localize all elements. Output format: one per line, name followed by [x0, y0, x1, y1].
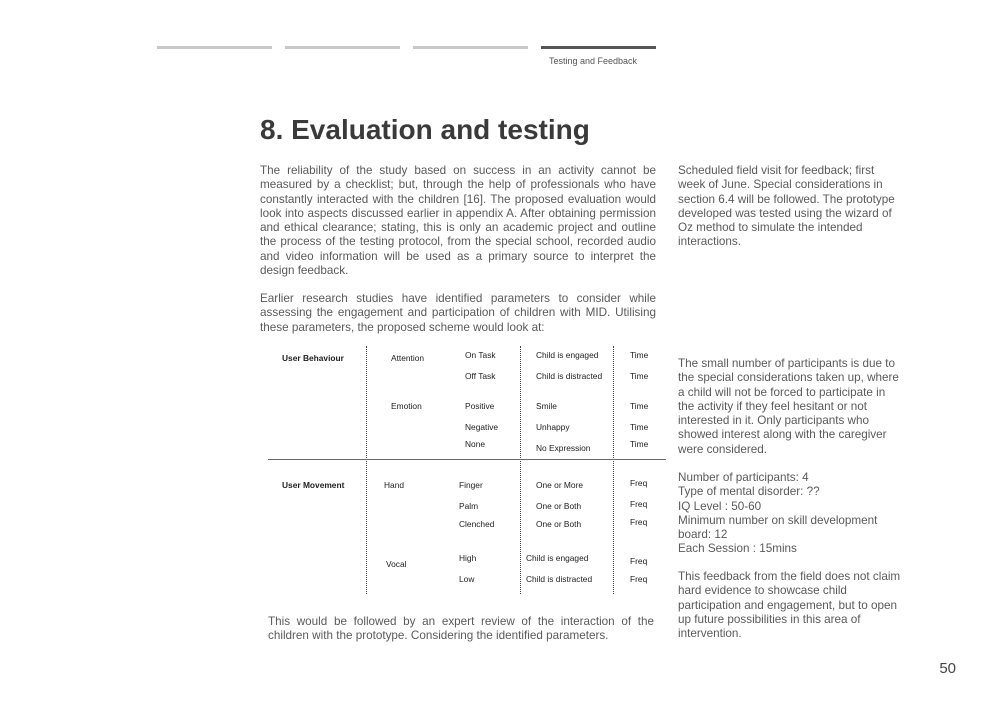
indicator-one-or-both: One or Both: [536, 519, 582, 529]
indicator-unhappy: Unhappy: [536, 422, 570, 432]
table-divider: [613, 346, 614, 594]
state-positive: Positive: [465, 401, 495, 411]
measure-freq: Freq: [630, 499, 648, 509]
measure-freq: Freq: [630, 517, 648, 527]
measure-freq: Freq: [630, 478, 648, 488]
category-attention: Attention: [391, 353, 425, 363]
right-paragraph-2: The small number of participants is due to the special considerations taken up, where a child will not be forced to participate in the activity if they feel hesitant or not interested in it. Only participants who showed interest along with the caregiver were considered.: [678, 357, 899, 456]
progress-step-1: [157, 46, 272, 49]
state-off-task: Off Task: [465, 371, 496, 381]
state-on-task: On Task: [465, 350, 496, 360]
measure-time: Time: [630, 439, 649, 449]
state-finger: Finger: [459, 480, 483, 490]
state-negative: Negative: [465, 422, 499, 432]
page-title: 8. Evaluation and testing: [260, 114, 590, 145]
table-group-divider: [268, 459, 666, 460]
state-low: Low: [459, 574, 475, 584]
session-length: Each Session : 15mins: [678, 542, 797, 556]
group-user-behaviour: User Behaviour: [282, 353, 344, 363]
skill-board-minimum: Minimum number on skill development board: 12: [678, 513, 878, 542]
measure-time: Time: [630, 401, 649, 411]
participant-details: [678, 471, 904, 557]
progress-step-4-current: [541, 46, 656, 49]
participants-count: Number of participants: 4: [678, 471, 809, 484]
state-clenched: Clenched: [459, 519, 495, 529]
indicator-child-distracted: Child is distracted: [536, 371, 603, 381]
iq-level: IQ Level : 50-60: [678, 499, 762, 513]
left-paragraph-1: The reliability of the study based on success in an activity cannot be measured by a checklist; but, through the help of professionals who have constantly interacted with the children [16]. The proposed evaluation would look into aspects discussed earlier in appendix A. After obtaining permission and ethical clearance; stating, this is only an academic project and outline the process of the testing protocol, from the special school, recorded audio and video information will be used as a primary source to interpret the design feedback.: [260, 164, 656, 278]
state-high: High: [459, 553, 477, 563]
progress-step-2: [285, 46, 400, 49]
indicator-no-expression: No Expression: [536, 443, 591, 453]
page-number: 50: [939, 660, 956, 677]
category-emotion: Emotion: [391, 401, 422, 411]
right-paragraph-1: Scheduled field visit for feedback; first week of June. Special considerations in section 6.4 will be followed. The prototype developed was tested using the wizard of Oz method to simulate the intended interactions.: [678, 164, 895, 249]
indicator-one-or-more: One or More: [536, 480, 584, 490]
indicator-smile: Smile: [536, 401, 557, 411]
measure-time: Time: [630, 350, 649, 360]
section-label: Testing and Feedback: [549, 56, 638, 66]
measure-time: Time: [630, 371, 649, 381]
state-palm: Palm: [459, 501, 479, 511]
state-none: None: [465, 439, 486, 449]
progress-step-3: [413, 46, 528, 49]
left-paragraph-3: This would be followed by an expert review of the interaction of the children with the prototype. Considering the identified parameters.: [268, 615, 654, 643]
right-paragraph-3: This feedback from the field does not claim hard evidence to showcase child participation and engagement, but to open up future possibilities in this area of intervention.: [678, 570, 901, 641]
indicator-child-distracted: Child is distracted: [526, 574, 593, 584]
indicator-child-engaged: Child is engaged: [526, 553, 589, 563]
measure-freq: Freq: [630, 574, 648, 584]
measure-freq: Freq: [630, 556, 648, 566]
disorder-type: Type of mental disorder: ??: [678, 485, 820, 499]
table-divider: [366, 346, 367, 594]
category-hand: Hand: [384, 480, 405, 490]
measure-time: Time: [630, 422, 649, 432]
group-user-movement: User Movement: [282, 480, 345, 490]
table-divider: [520, 346, 521, 594]
category-vocal: Vocal: [386, 559, 407, 569]
left-paragraph-2: Earlier research studies have identified parameters to consider while assessing the engagement and participation of children with MID. Utilising these parameters, the proposed scheme would look at:: [260, 292, 656, 334]
indicator-one-or-both: One or Both: [536, 501, 582, 511]
indicator-child-engaged: Child is engaged: [536, 350, 599, 360]
